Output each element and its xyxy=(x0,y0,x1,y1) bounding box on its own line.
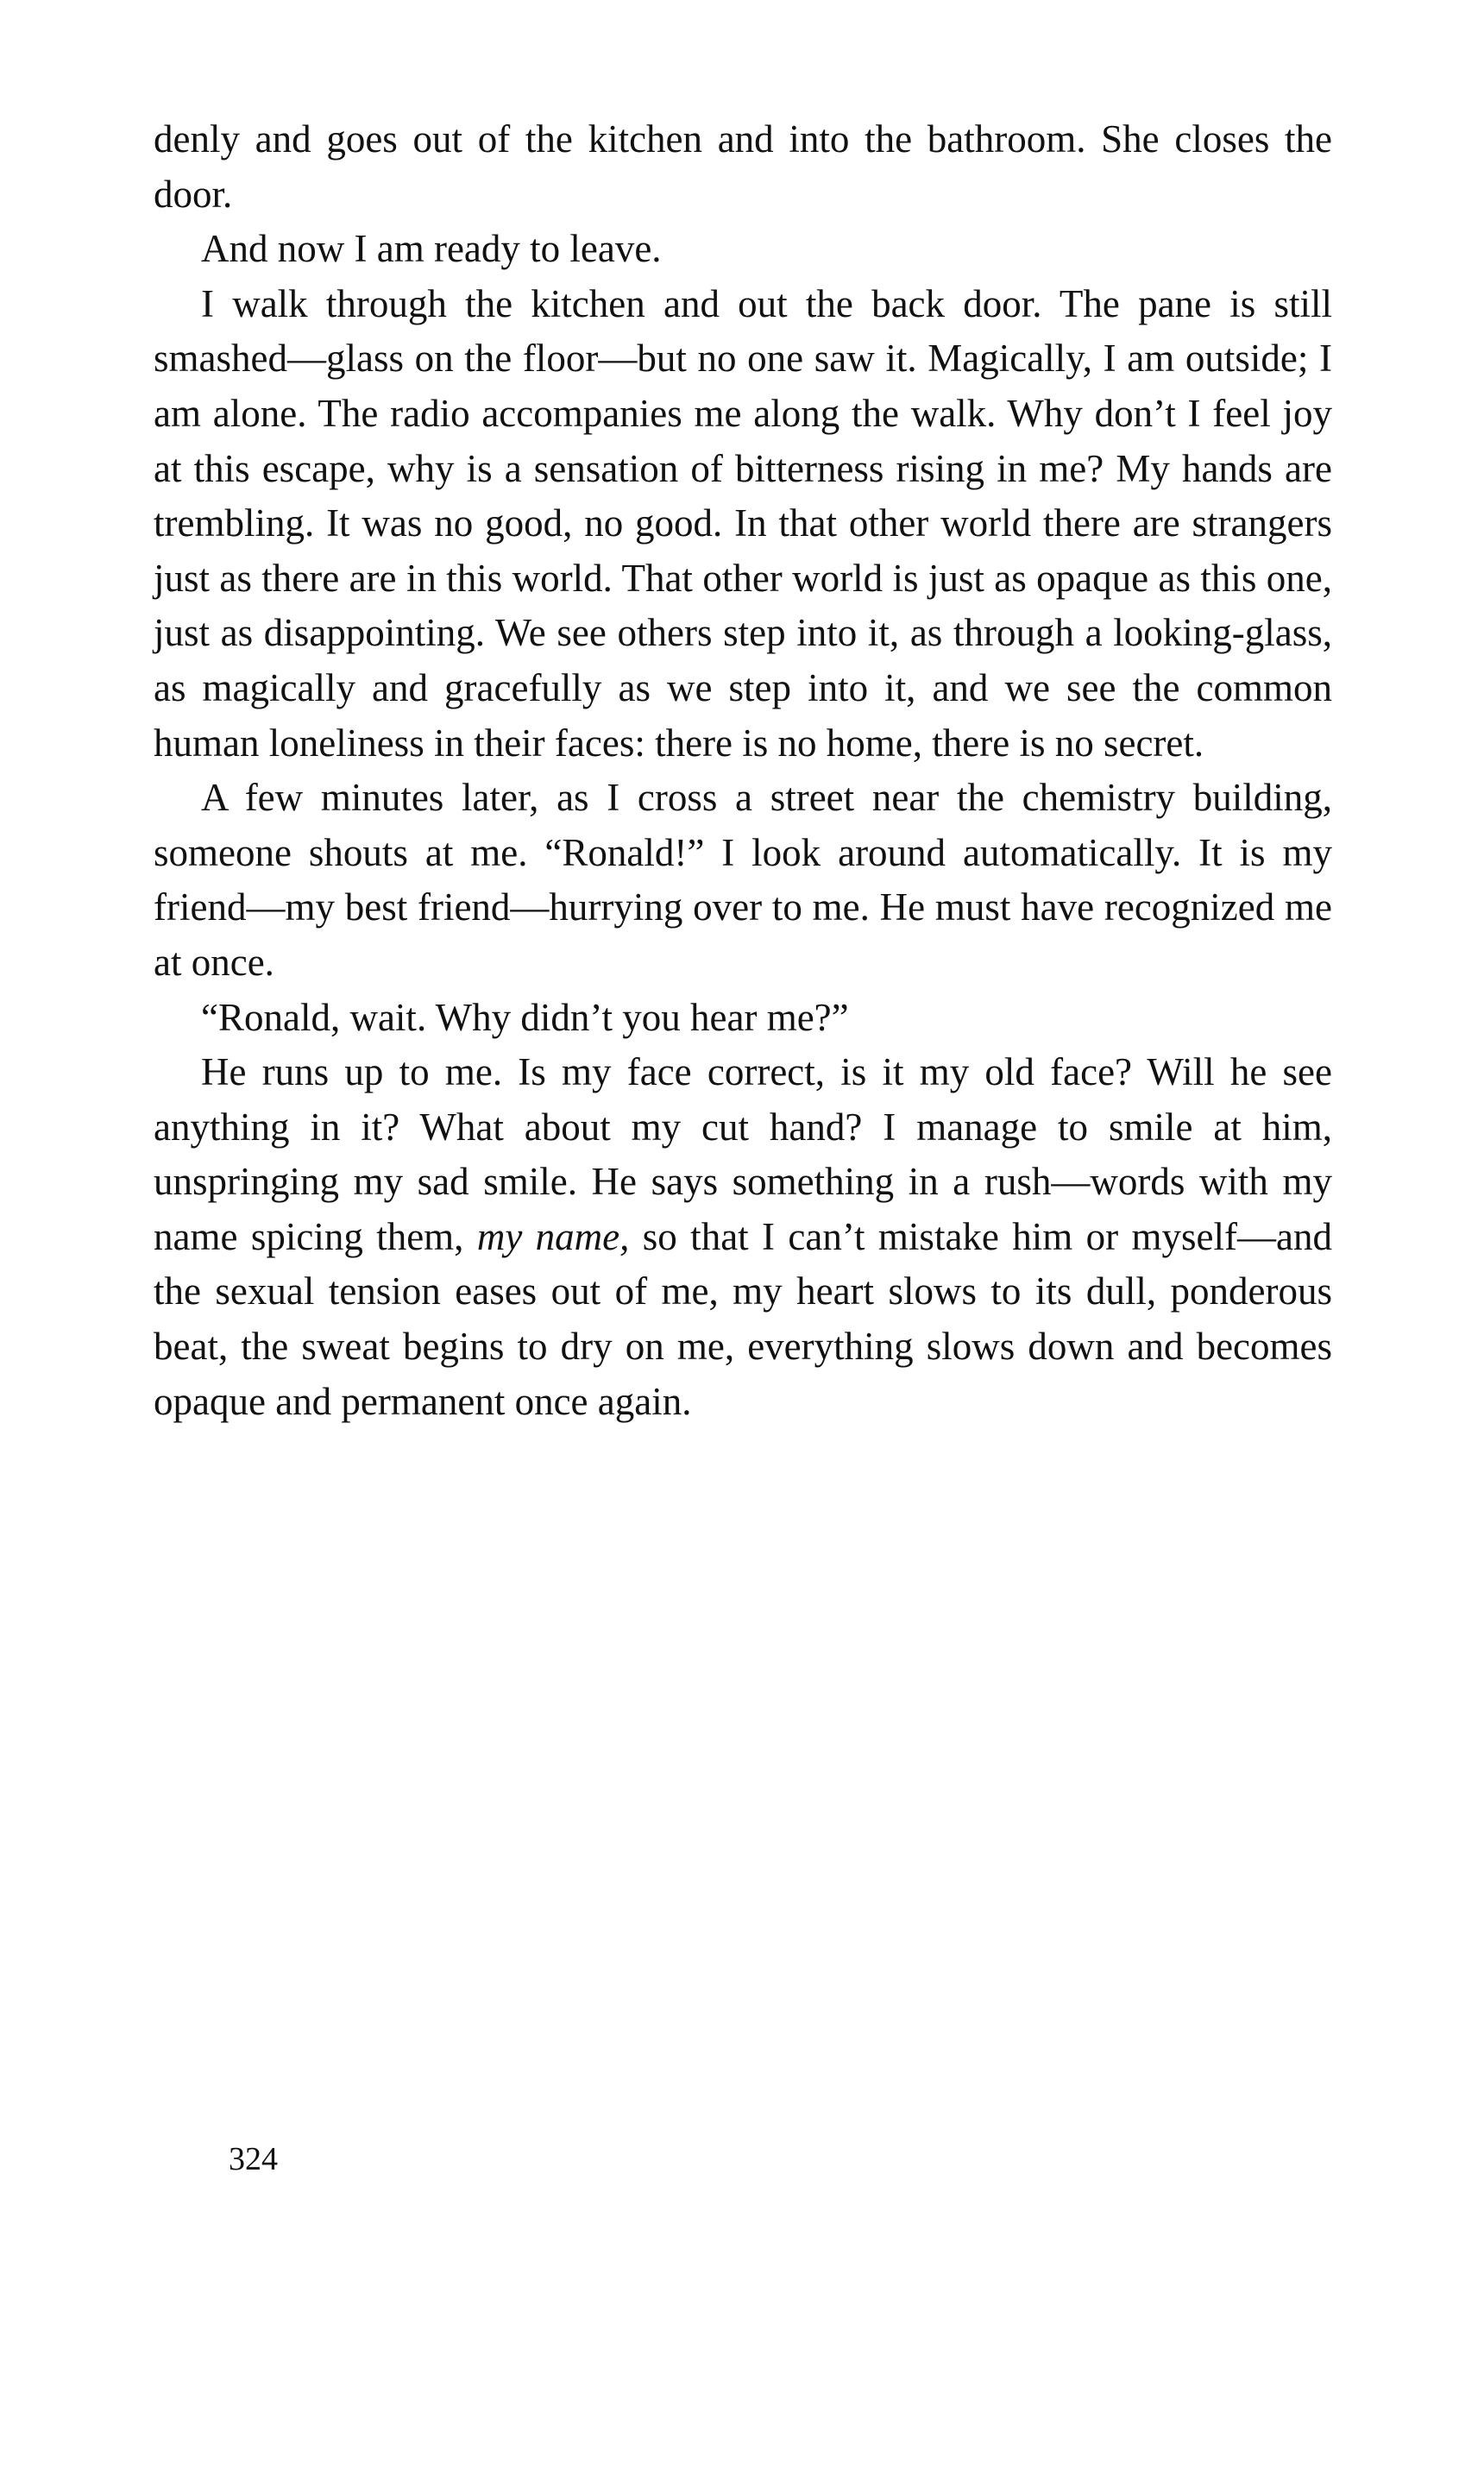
paragraph xyxy=(154,222,1332,277)
paragraph-text: And now I am ready to leave. xyxy=(201,227,662,271)
page-number: 324 xyxy=(229,2141,278,2177)
italic-phrase: my name, xyxy=(476,1214,630,1258)
paragraph xyxy=(154,1045,1332,1429)
paragraph xyxy=(154,771,1332,990)
paragraph xyxy=(154,277,1332,771)
body-text xyxy=(154,112,1332,1429)
paragraph-text: I walk through the kitchen and out the back door. The pane is still smashed—glass on the floor—but no one saw it. Magically, I am outside; I am alone. The radio accompanies me along the walk. Why don’t I feel joy at this escape, why is a sensation of bitterness rising in me? My hands are trembling. It was no good, no good. In that other world there are strangers just as there are in this world. That other world is just as opaque as this one, just as disappointing. We see others step into it, as through a looking-glass, as magically and gracefully as we step into it, and we see the common human loneliness in their faces: there is no home, there is no secret. xyxy=(154,281,1332,765)
paragraph-dialogue xyxy=(154,991,1332,1046)
paragraph-continuation xyxy=(154,112,1332,222)
paragraph-text: “Ronald, wait. Why didn’t you hear me?” xyxy=(201,995,849,1039)
paragraph-text: so that I can’t mistake him or myself—and the sexual tension eases out of me, my heart slows to its dull, ponderous beat, the sweat begins to dry on me, everything slows down and becomes opaque and permanent once again. xyxy=(154,1214,1332,1423)
paragraph-text: A few minutes later, as I cross a street near the chemistry building, someone shouts at me. “Ronald!” I look around automatically. It is my friend—my best friend—hurrying over to me. He must have recognized me at once. xyxy=(154,776,1332,984)
paragraph-text: He runs up to me. Is my face correct, is it my old face? Will he see anything in it? What about my cut hand? I manage to smile at him, unspringing my sad smile. He says something in a rush—words with my name spicing them, xyxy=(154,1050,1332,1258)
paragraph-text: denly and goes out of the kitchen and into the bathroom. She closes the door. xyxy=(154,117,1332,216)
